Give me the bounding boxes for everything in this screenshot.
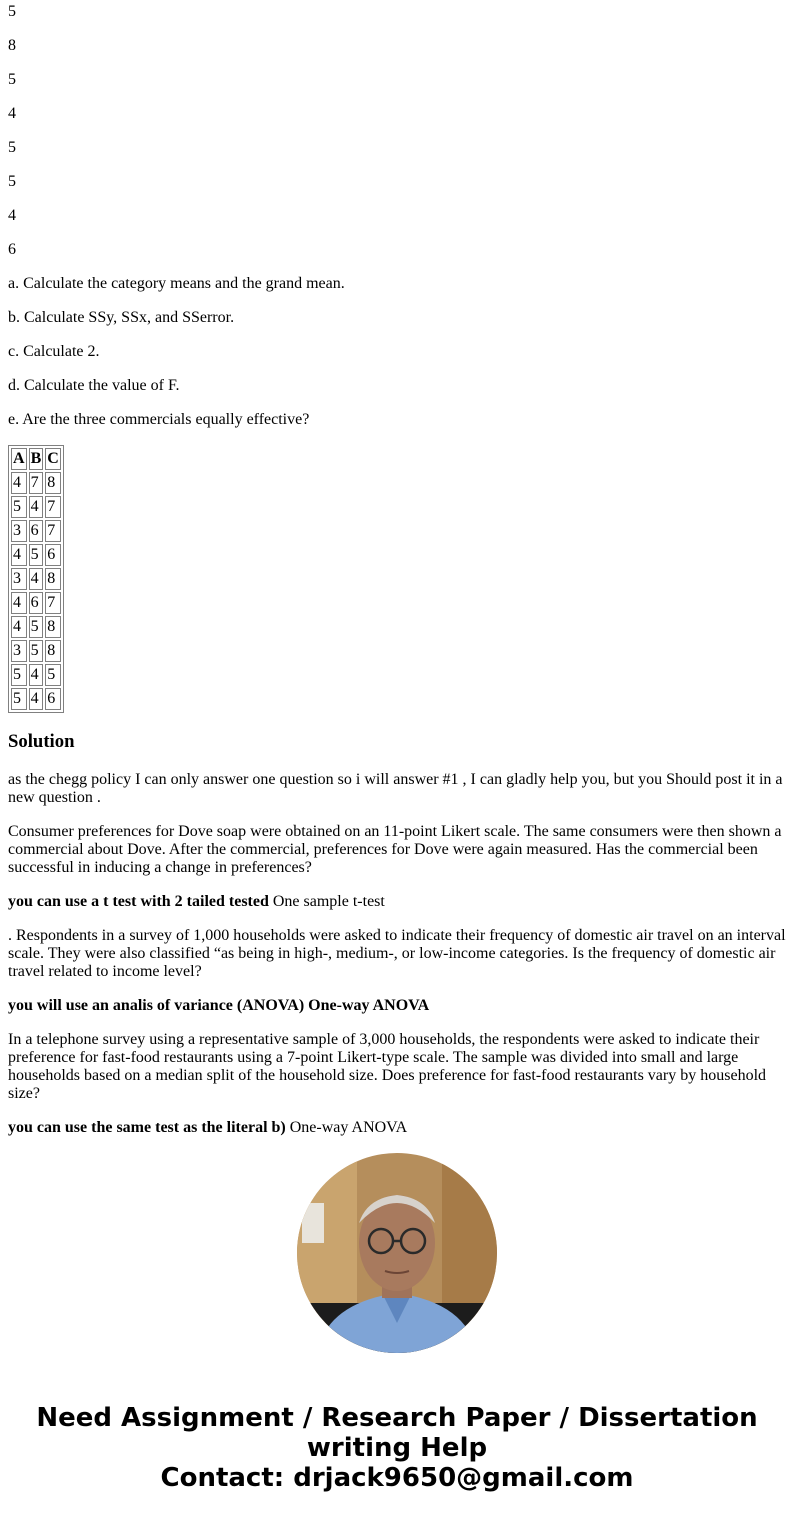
header-b: B bbox=[29, 448, 44, 470]
table-cell: 3 bbox=[11, 640, 27, 662]
table-cell: 4 bbox=[11, 472, 27, 494]
footer bbox=[0, 1153, 794, 1493]
table-cell: 5 bbox=[29, 544, 44, 566]
number-line: 5 bbox=[8, 173, 16, 190]
table-row bbox=[11, 616, 61, 638]
answer-1-text: One sample t-test bbox=[268, 893, 385, 910]
table-cell: 7 bbox=[45, 496, 61, 518]
table-cell: 4 bbox=[29, 568, 44, 590]
table-row bbox=[11, 640, 61, 662]
avatar-photo bbox=[297, 1153, 497, 1353]
table-cell: 6 bbox=[45, 688, 61, 710]
table-cell: 5 bbox=[45, 664, 61, 686]
number-line: 5 bbox=[8, 71, 16, 88]
table-cell: 8 bbox=[45, 640, 61, 662]
table-cell: 8 bbox=[45, 472, 61, 494]
table-cell: 4 bbox=[29, 496, 44, 518]
question-2: . Respondents in a survey of 1,000 households were asked to indicate their frequency of domestic air travel on an interval scale. They were also classified “as being in high-, medium-, or low-income categories. Is the frequency of domestic air travel related to income level? bbox=[8, 927, 786, 980]
question-e: e. Are the three commercials equally effective? bbox=[8, 411, 310, 428]
table-cell: 7 bbox=[29, 472, 44, 494]
table-cell: 5 bbox=[29, 616, 44, 638]
table-row bbox=[11, 496, 61, 518]
header-a: A bbox=[11, 448, 27, 470]
answer-3-bold: you can use the same test as the literal b) bbox=[8, 1119, 286, 1136]
document-body bbox=[8, 0, 788, 1153]
table-cell: 6 bbox=[29, 520, 44, 542]
data-table bbox=[8, 445, 64, 713]
answer-3 bbox=[8, 1119, 788, 1137]
number-line: 5 bbox=[8, 139, 16, 156]
answer-3-text: One-way ANOVA bbox=[285, 1119, 408, 1136]
table-cell: 4 bbox=[29, 688, 44, 710]
table-row bbox=[11, 520, 61, 542]
table-header-row bbox=[11, 448, 61, 470]
table-row bbox=[11, 664, 61, 686]
table-cell: 5 bbox=[11, 664, 27, 686]
question-1: Consumer preferences for Dove soap were obtained on an 11-point Likert scale. The same consumers were then shown a commercial about Dove. After the commercial, preferences for Dove were again measured. Has the commercial been successful in inducing a change in preferences? bbox=[8, 823, 782, 876]
help-line: Need Assignment / Research Paper / Dissertation writing Help bbox=[36, 1403, 758, 1463]
answer-2 bbox=[8, 997, 788, 1015]
question-3: In a telephone survey using a representative sample of 3,000 households, the respondents were asked to indicate their preference for fast-food restaurants using a 7-point Likert-type scale. The sample was divided into small and large households based on a median split of the household size. Does preference for fast-food restaurants vary by household size? bbox=[8, 1031, 767, 1102]
number-line: 6 bbox=[8, 241, 16, 258]
answer-1-bold: you can use a t test with 2 tailed tested bbox=[8, 893, 269, 910]
contact-line: Contact: drjack9650@gmail.com bbox=[160, 1463, 634, 1493]
table-cell: 4 bbox=[11, 592, 27, 614]
table-cell: 4 bbox=[29, 664, 44, 686]
question-d: d. Calculate the value of F. bbox=[8, 377, 180, 394]
number-line: 4 bbox=[8, 105, 16, 122]
table-cell: 4 bbox=[11, 544, 27, 566]
table-cell: 5 bbox=[11, 688, 27, 710]
question-a: a. Calculate the category means and the grand mean. bbox=[8, 275, 345, 292]
table-row bbox=[11, 592, 61, 614]
help-banner bbox=[0, 1403, 794, 1493]
table-row bbox=[11, 472, 61, 494]
answer-2-bold: you will use an analis of variance (ANOVA) One-way ANOVA bbox=[8, 997, 430, 1014]
number-line: 8 bbox=[8, 37, 16, 54]
table-row bbox=[11, 544, 61, 566]
table-row bbox=[11, 568, 61, 590]
table-cell: 7 bbox=[45, 592, 61, 614]
table-row bbox=[11, 688, 61, 710]
table-cell: 7 bbox=[45, 520, 61, 542]
solution-heading: Solution bbox=[8, 731, 75, 752]
table-cell: 3 bbox=[11, 568, 27, 590]
question-c: c. Calculate 2. bbox=[8, 343, 100, 360]
number-line: 5 bbox=[8, 3, 16, 20]
table-cell: 4 bbox=[11, 616, 27, 638]
table-cell: 8 bbox=[45, 616, 61, 638]
header-c: C bbox=[45, 448, 61, 470]
number-line: 4 bbox=[8, 207, 16, 224]
answer-1 bbox=[8, 893, 788, 911]
table-cell: 6 bbox=[29, 592, 44, 614]
question-b: b. Calculate SSy, SSx, and SSerror. bbox=[8, 309, 235, 326]
solution-intro: as the chegg policy I can only answer one question so i will answer #1 , I can gladly help you, but you Should post it in a new question . bbox=[8, 771, 783, 806]
table-cell: 6 bbox=[45, 544, 61, 566]
table-cell: 5 bbox=[11, 496, 27, 518]
table-cell: 5 bbox=[29, 640, 44, 662]
table-cell: 8 bbox=[45, 568, 61, 590]
table-cell: 3 bbox=[11, 520, 27, 542]
